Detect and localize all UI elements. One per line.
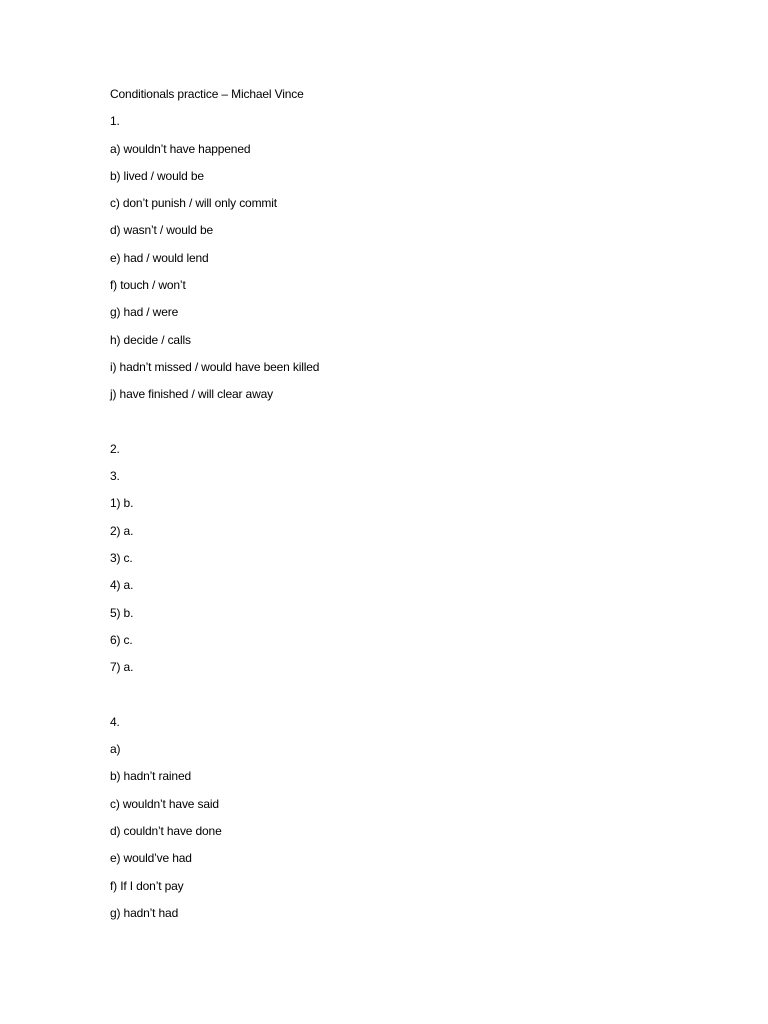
answer-line: 7) a.: [110, 660, 134, 675]
answer-line: e) had / would lend: [110, 250, 209, 265]
answer-line: a) wouldn’t have happened: [110, 141, 251, 156]
section-number: 1.: [110, 114, 120, 129]
answer-line: 3) c.: [110, 551, 133, 566]
answer-line: a): [110, 742, 121, 757]
section-3: [110, 463, 768, 681]
answer-line: d) wasn’t / would be: [110, 223, 214, 238]
section-number: 2.: [110, 441, 120, 456]
answer-line: 1) b.: [110, 496, 134, 511]
answer-line: c) wouldn’t have said: [110, 796, 219, 811]
answer-line: c) don’t punish / will only commit: [110, 196, 277, 211]
answer-line: e) would’ve had: [110, 851, 192, 866]
answer-line: 2) a.: [110, 523, 134, 538]
section-1: [110, 108, 768, 408]
blank-line: [110, 682, 768, 709]
section-4: [110, 709, 768, 927]
answer-line: b) lived / would be: [110, 168, 204, 183]
answer-line: g) hadn’t had: [110, 905, 179, 920]
answer-line: d) couldn’t have done: [110, 824, 222, 839]
answer-line: i) hadn’t missed / would have been killed: [110, 359, 320, 374]
section-number: 3.: [110, 469, 120, 484]
answer-line: h) decide / calls: [110, 332, 191, 347]
answer-line: g) had / were: [110, 305, 179, 320]
answer-line: f) If I don’t pay: [110, 878, 184, 893]
answer-line: b) hadn’t rained: [110, 769, 191, 784]
answer-line: 4) a.: [110, 578, 134, 593]
answer-line: 5) b.: [110, 605, 134, 620]
answer-line: j) have finished / will clear away: [110, 387, 273, 402]
section-number: 4.: [110, 714, 120, 729]
document-title: Conditionals practice – Michael Vince: [110, 87, 304, 101]
answer-line: f) touch / won’t: [110, 278, 186, 293]
section-2: [110, 436, 768, 463]
blank-line: [110, 409, 768, 436]
answer-line: 6) c.: [110, 632, 133, 647]
